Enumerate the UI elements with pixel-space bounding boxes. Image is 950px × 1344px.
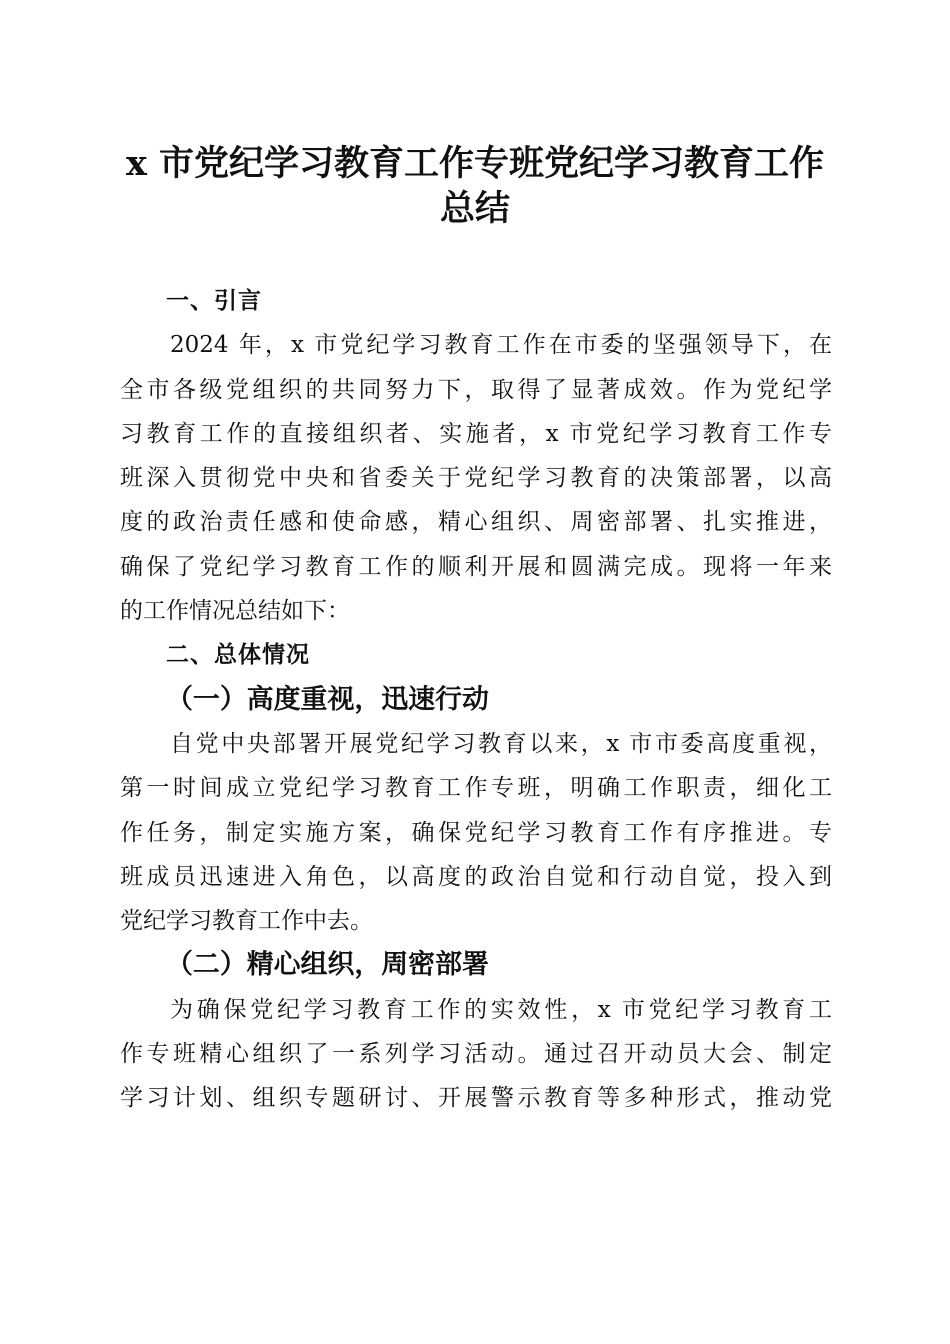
paragraph-line: 班成员迅速进入角色，以高度的政治自觉和行动自觉，投入到 bbox=[120, 863, 832, 890]
paragraph-line: 自党中央部署开展党纪学习教育以来，x 市市委高度重视， bbox=[170, 730, 832, 757]
paragraph-line: 2024 年，x 市党纪学习教育工作在市委的坚强领导下，在 bbox=[170, 332, 832, 359]
subsection-heading-1: （一）高度重视，迅速行动 bbox=[166, 683, 489, 715]
paragraph-subsection-1 bbox=[120, 722, 832, 943]
paragraph-line: 为确保党纪学习教育工作的实效性，x 市党纪学习教育工 bbox=[170, 996, 832, 1023]
paragraph-intro bbox=[120, 323, 832, 633]
subsection-heading-2: （二）精心组织，周密部署 bbox=[166, 949, 489, 981]
paragraph-line: 习教育工作的直接组织者、实施者，x 市党纪学习教育工作专 bbox=[120, 420, 832, 447]
paragraph-subsection-2 bbox=[120, 988, 832, 1121]
section-heading-intro: 一、引言 bbox=[166, 288, 262, 314]
document-title-line-1: x 市党纪学习教育工作专班党纪学习教育工作 bbox=[125, 143, 825, 184]
paragraph-line: 度的政治责任感和使命感，精心组织、周密部署、扎实推进， bbox=[120, 509, 832, 536]
paragraph-line: 党纪学习教育工作中去。 bbox=[120, 908, 373, 935]
paragraph-line: 学习计划、组织专题研讨、开展警示教育等多种形式，推动党 bbox=[120, 1085, 832, 1112]
document-title-line-2: 总结 bbox=[439, 188, 510, 229]
paragraph-line: 班深入贯彻党中央和省委关于党纪学习教育的决策部署，以高 bbox=[120, 465, 832, 492]
paragraph-line: 作任务，制定实施方案，确保党纪学习教育工作有序推进。专 bbox=[120, 819, 832, 846]
paragraph-line: 全市各级党组织的共同努力下，取得了显著成效。作为党纪学 bbox=[120, 376, 832, 403]
document-body bbox=[120, 279, 832, 1121]
paragraph-line: 的工作情况总结如下： bbox=[120, 598, 350, 625]
paragraph-line: 作专班精心组织了一系列学习活动。通过召开动员大会、制定 bbox=[120, 1041, 832, 1068]
paragraph-line: 第一时间成立党纪学习教育工作专班，明确工作职责，细化工 bbox=[120, 775, 832, 802]
section-heading-overview: 二、总体情况 bbox=[166, 642, 310, 669]
paragraph-line: 确保了党纪学习教育工作的顺利开展和圆满完成。现将一年来 bbox=[120, 553, 832, 580]
